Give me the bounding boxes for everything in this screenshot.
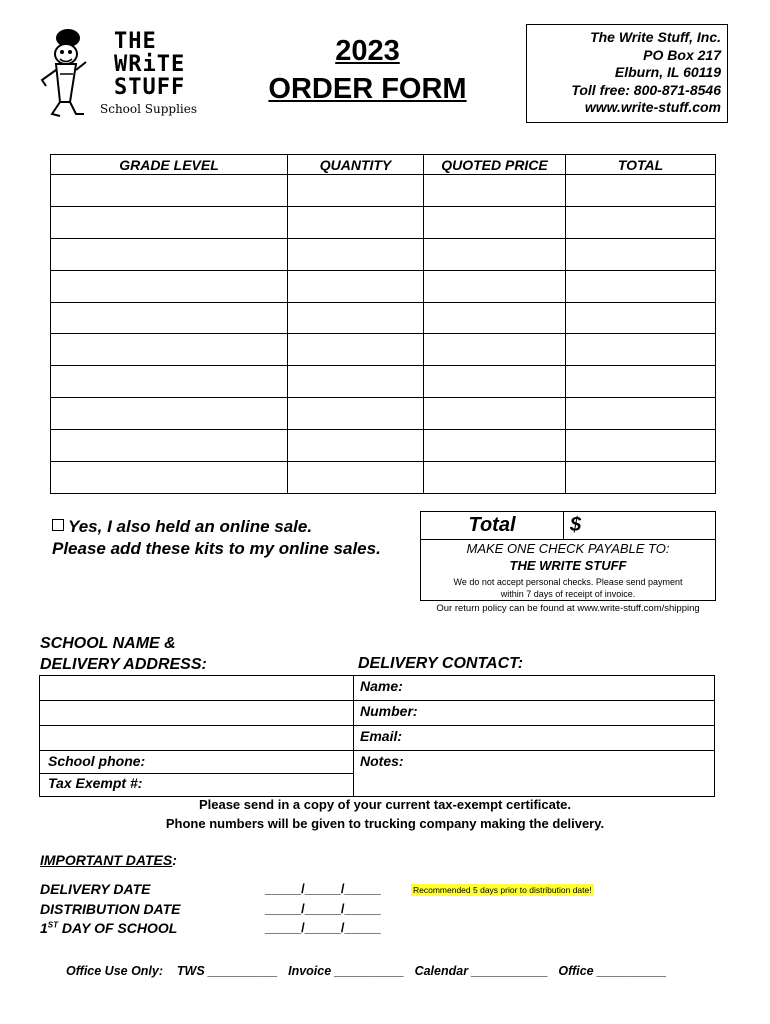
grade-level-cell[interactable] — [51, 430, 288, 462]
total-amount-field[interactable] — [564, 512, 715, 539]
table-row — [51, 334, 716, 366]
header-quantity: QUANTITY — [288, 155, 424, 175]
table-row — [51, 398, 716, 430]
quantity-cell[interactable] — [288, 398, 424, 430]
quoted-price-cell[interactable] — [424, 238, 566, 270]
quoted-price-cell[interactable] — [424, 270, 566, 302]
quantity-cell[interactable] — [288, 430, 424, 462]
quoted-price-cell[interactable] — [424, 302, 566, 334]
grade-level-cell[interactable] — [51, 270, 288, 302]
logo-line-stuff: STUFF — [114, 75, 186, 100]
grade-level-cell[interactable] — [51, 462, 288, 494]
table-row — [51, 302, 716, 334]
company-website[interactable]: www.write-stuff.com — [584, 99, 721, 115]
total-box — [420, 511, 716, 540]
total-cell[interactable] — [566, 366, 716, 398]
address-line1-field[interactable] — [40, 701, 353, 725]
important-dates-heading — [40, 852, 177, 868]
school-heading — [40, 633, 207, 675]
online-sale-checkbox[interactable] — [52, 519, 64, 531]
total-cell[interactable] — [566, 206, 716, 238]
quoted-price-cell[interactable] — [424, 430, 566, 462]
company-phone: Toll free: 800-871-8546 — [571, 81, 721, 98]
quoted-price-cell[interactable] — [424, 175, 566, 207]
first-day-label — [40, 920, 177, 936]
divider — [39, 750, 354, 751]
tax-exempt-label: Tax Exempt #: — [48, 775, 143, 791]
office-use-line: Office Use Only: TWS __________ Invoice __________ Calendar ___________ Office __________ — [66, 964, 667, 978]
quantity-cell[interactable] — [288, 238, 424, 270]
quantity-cell[interactable] — [288, 462, 424, 494]
table-row — [51, 462, 716, 494]
important-dates-text: IMPORTANT DATES — [40, 852, 173, 868]
quoted-price-cell[interactable] — [424, 334, 566, 366]
company-logo — [30, 22, 205, 132]
pencil-mascot-icon — [30, 24, 90, 119]
currency-symbol: $ — [570, 514, 582, 536]
order-table — [50, 154, 716, 494]
grade-level-cell[interactable] — [51, 398, 288, 430]
table-row — [51, 430, 716, 462]
first-day-number: 1 — [40, 920, 48, 936]
company-po: PO Box 217 — [643, 46, 721, 63]
quantity-cell[interactable] — [288, 206, 424, 238]
company-name: The Write Stuff, Inc. — [590, 29, 721, 45]
order-table-body — [51, 175, 716, 494]
total-label: Total — [421, 512, 564, 539]
online-sale-line1: Yes, I also held an online sale. — [68, 517, 313, 536]
table-row — [51, 270, 716, 302]
grade-level-cell[interactable] — [51, 334, 288, 366]
total-cell[interactable] — [566, 270, 716, 302]
contact-heading: DELIVERY CONTACT: — [358, 655, 524, 672]
quantity-cell[interactable] — [288, 270, 424, 302]
total-cell[interactable] — [566, 334, 716, 366]
table-row — [51, 206, 716, 238]
page-title — [250, 32, 485, 108]
payable-to-label: MAKE ONE CHECK PAYABLE TO: — [466, 541, 670, 556]
payee-name: THE WRITE STUFF — [509, 558, 627, 573]
distribution-date-field[interactable]: _____/_____/_____ — [265, 901, 381, 916]
grade-level-cell[interactable] — [51, 302, 288, 334]
contact-number-label: Number: — [360, 703, 418, 719]
contact-notes-label: Notes: — [360, 753, 404, 769]
online-sale-option — [52, 516, 381, 560]
total-cell[interactable] — [566, 175, 716, 207]
divider — [353, 750, 715, 751]
divider — [39, 773, 354, 774]
header-quoted-price: QUOTED PRICE — [424, 155, 566, 175]
payment-note: We do not accept personal checks. Please send payment within 7 days of receipt of invoice. — [453, 577, 683, 599]
box-divider — [353, 675, 354, 797]
delivery-recommendation: Recommended 5 days prior to distribution date! — [413, 885, 592, 895]
delivery-date-label: DELIVERY DATE — [40, 881, 151, 897]
school-phone-label: School phone: — [48, 753, 146, 769]
important-dates-colon: : — [172, 852, 177, 868]
grade-level-cell[interactable] — [51, 238, 288, 270]
quoted-price-cell[interactable] — [424, 398, 566, 430]
contact-name-label: Name: — [360, 678, 403, 694]
header-grade-level: GRADE LEVEL — [51, 155, 288, 175]
phone-notice: Phone numbers will be given to trucking company making the delivery. — [165, 816, 605, 831]
grade-level-cell[interactable] — [51, 206, 288, 238]
first-day-field[interactable]: _____/_____/_____ — [265, 920, 381, 935]
grade-level-cell[interactable] — [51, 175, 288, 207]
company-address-box — [526, 24, 728, 123]
distribution-date-label: DISTRIBUTION DATE — [40, 901, 181, 917]
first-day-text: DAY OF SCHOOL — [58, 920, 178, 936]
total-cell[interactable] — [566, 462, 716, 494]
grade-level-cell[interactable] — [51, 366, 288, 398]
order-table-header — [51, 155, 716, 175]
table-row — [51, 366, 716, 398]
address-line2-field[interactable] — [40, 726, 353, 750]
logo-subtitle: School Supplies — [100, 102, 198, 116]
divider — [353, 725, 715, 726]
delivery-date-field[interactable]: _____/_____/_____ — [265, 881, 381, 896]
school-heading-line1: SCHOOL NAME & — [40, 635, 176, 652]
total-cell[interactable] — [566, 238, 716, 270]
total-cell[interactable] — [566, 398, 716, 430]
header-total: TOTAL — [566, 155, 716, 175]
total-cell[interactable] — [566, 302, 716, 334]
table-row — [51, 175, 716, 207]
payment-instructions — [420, 539, 716, 601]
quantity-cell[interactable] — [288, 175, 424, 207]
logo-line-write: WRiTE — [114, 52, 186, 77]
online-sale-line2: Please add these kits to my online sales. — [52, 539, 381, 558]
return-policy: Our return policy can be found at www.write-stuff.com/shipping — [436, 603, 700, 614]
quoted-price-cell[interactable] — [424, 462, 566, 494]
divider — [353, 700, 715, 701]
quoted-price-cell[interactable] — [424, 366, 566, 398]
quantity-cell[interactable] — [288, 366, 424, 398]
title-year: 2023 — [335, 35, 400, 67]
school-name-field[interactable] — [40, 676, 353, 700]
total-cell[interactable] — [566, 430, 716, 462]
first-day-suffix: ST — [47, 920, 59, 930]
contact-email-label: Email: — [360, 728, 403, 744]
logo-line-the: THE — [114, 29, 157, 54]
title-form: ORDER FORM — [268, 73, 467, 105]
tax-certificate-notice: Please send in a copy of your current tax-exempt certificate. — [198, 797, 572, 812]
school-heading-line2: DELIVERY ADDRESS: — [40, 656, 207, 673]
quantity-cell[interactable] — [288, 334, 424, 366]
quoted-price-cell[interactable] — [424, 206, 566, 238]
quantity-cell[interactable] — [288, 302, 424, 334]
company-city: Elburn, IL 60119 — [614, 64, 721, 80]
table-row — [51, 238, 716, 270]
